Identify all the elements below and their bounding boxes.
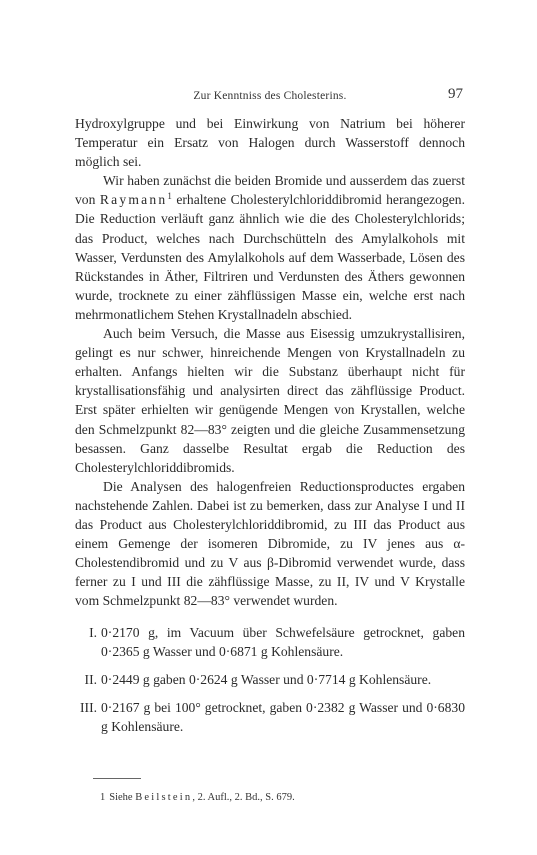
analysis-number: I. [89, 625, 97, 640]
body-text [75, 114, 465, 610]
analysis-text: 0·2170 g, im Vacuum über Schwefelsäure getrocknet, gaben 0·2365 g Wasser und 0·6871 g Kohlensäure. [101, 625, 465, 660]
footnote-reference: 1 [167, 191, 172, 202]
footnote-mark: 1 [100, 792, 106, 803]
paragraph-2-lead: Wir haben zunächst die beiden Bromide und ausserdem das zuerst von [75, 173, 465, 208]
paragraph-4: Die Analysen des halogenfreien Reductionsproductes ergaben nachstehende Zahlen. Dabei ist zu bemerken, dass zur Analyse I und II das Product aus Cholesterylchloriddibromid, zu III das Product aus einem Gemenge der isomeren Dibromide, zu IV jenes aus α-Cholestendibromid und zu V aus β-Dibromid verwendet wurde, dass ferner zu I und III die zähflüssige Masse, zu II, IV und V Krystalle vom Schmelzpunkt 82—83° verwendet wurden. [75, 478, 465, 609]
paragraph-3: Auch beim Versuch, die Masse aus Eisessig umzukrystallisiren, gelingt es nur schwer, hinreichende Mengen von Krystallnadeln zu erhalten. Anfangs hielten wir die Substanz überhaupt nicht für krystallisationsfähig und analysirten direct das zähflüssige Product. Erst später erhielten wir genügende Mengen von Krystallen, welche den Schmelzpunkt 82—83° zeigten und die gleiche Zusammensetzung besassen. Ganz dasselbe Resultat ergab die Reduction des Cholesterylchloriddibromids. [75, 326, 465, 475]
paragraph-2 [75, 171, 465, 324]
running-title: Zur Kenntniss des Cholesterins. [193, 90, 347, 102]
analysis-item [75, 698, 465, 736]
page-number: 97 [448, 86, 463, 102]
analysis-list [75, 623, 465, 745]
analysis-number: II. [84, 672, 97, 688]
footnote-lead: Siehe [109, 792, 133, 803]
footnote-divider [93, 778, 141, 779]
paragraph-1: Hydroxylgruppe und bei Einwirkung von Natrium bei höherer Temperatur ein Ersatz von Halogen durch Wasserstoff dennoch möglich sei. [75, 116, 465, 170]
analysis-item [75, 670, 465, 689]
analysis-text: 0·2449 g gaben 0·2624 g Wasser und 0·7714 g Kohlensäure. [101, 672, 432, 688]
footnote-author: Beilstein [135, 792, 193, 803]
analysis-text: 0·2167 g bei 100° getrocknet, gaben 0·2382 g Wasser und 0·6830 g Kohlensäure. [101, 700, 465, 735]
author-name: Raymann [99, 192, 168, 208]
paragraph-2-rest: erhaltene Cholesterylchloriddibromid herangezogen. Die Reduction verläuft ganz ähnlich wie die des Cholesterylchlorids; das Product, welches nach Durchschütteln des Amylalkohols mit Wasser, Verdunsten des Amylalkohols auf dem Wasserbade, Lösen des Rückstandes in Äther, Filtriren und Verdunsten des Äthers gewonnen wurde, trocknete zu einer zähflüssigen Masse ein, welche erst nach mehrmonatlichem Stehen Krystallnadeln abschied. [75, 192, 466, 322]
page-header [75, 86, 465, 106]
analysis-number: III. [80, 700, 97, 716]
footnote [100, 792, 295, 803]
footnote-citation: , 2. Aufl., 2. Bd., S. 679. [192, 792, 295, 803]
analysis-item [75, 623, 465, 661]
